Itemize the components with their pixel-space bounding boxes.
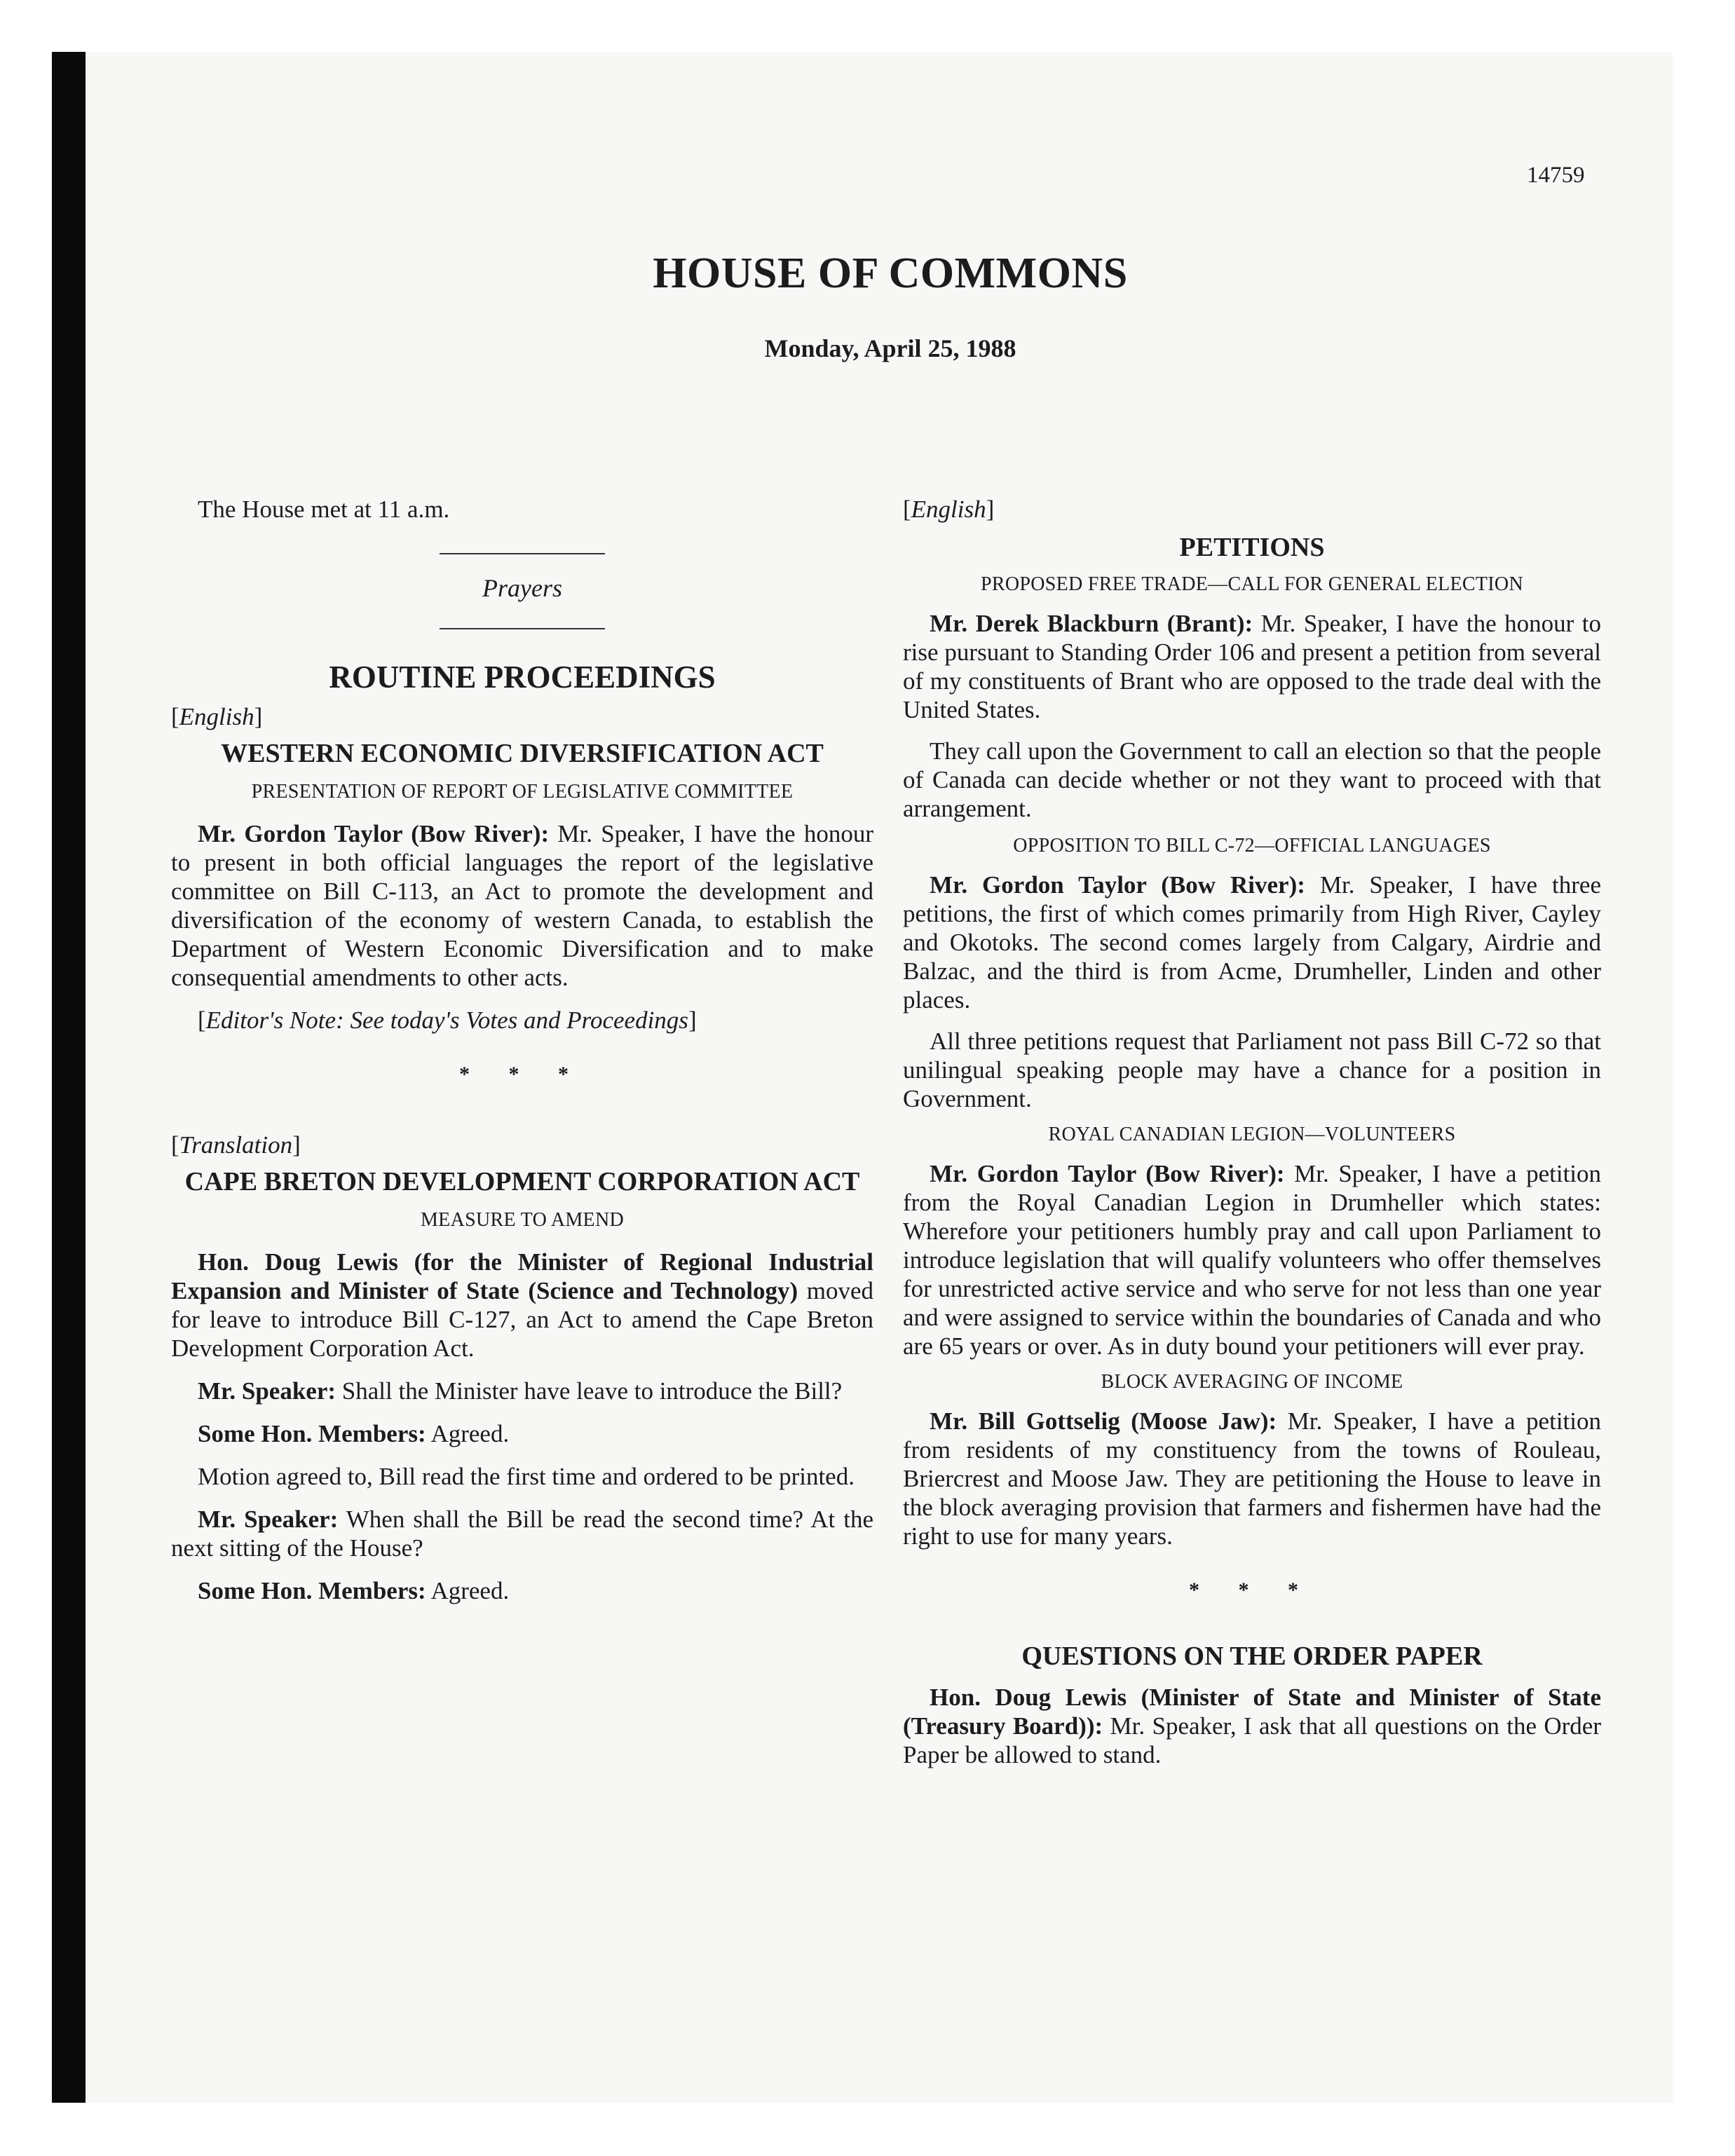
speaker-name: Mr. Speaker: [198, 1377, 336, 1405]
speaker-name: Hon. Doug Lewis (for the Minister of Regional Industrial Expansion and Minister of State (Science and Technology) [171, 1248, 873, 1304]
speaker-name: Mr. Gordon Taylor (Bow River): [930, 1160, 1285, 1187]
language-marker: [English] [903, 496, 995, 523]
speaker-name: Mr. Speaker: [198, 1506, 339, 1533]
section-heading: PETITIONS [1179, 533, 1325, 562]
speech-paragraph: Mr. Bill Gottselig (Moose Jaw): Mr. Speaker, I have a petition from residents of my constituency from the towns of Rouleau, Briercrest and Moose Jaw. They are petitioning the House to leave in the block averaging provision that farmers and fishermen have had the right to use for many years. [903, 1407, 1601, 1550]
subject-subheading: ROYAL CANADIAN LEGION—VOLUNTEERS [1048, 1124, 1456, 1145]
speaker-name: Some Hon. Members: [198, 1577, 426, 1604]
speech-paragraph: Mr. Gordon Taylor (Bow River): Mr. Speaker, I have three petitions, the first of which comes primarily from High River, Cayley and Okotoks. The second comes largely from Calgary, Airdrie and Balzac, and the third is from Acme, Drumheller, Linden and other places. [903, 871, 1601, 1014]
speech-paragraph: Some Hon. Members: Agreed. [198, 1577, 510, 1604]
speech-paragraph: Hon. Doug Lewis (Minister of State and Minister of State (Treasury Board)): Mr. Speaker, I ask that all questions on the Order Paper be allowed to stand. [903, 1684, 1601, 1768]
speech-paragraph: All three petitions request that Parliament not pass Bill C-72 so that unilingual speaking people may have a chance for a position in Government. [903, 1028, 1601, 1112]
speech-paragraph: Mr. Speaker: Shall the Minister have leave to introduce the Bill? [198, 1377, 843, 1405]
speaker-name: Mr. Gordon Taylor (Bow River): [198, 820, 550, 847]
prayers-label: Prayers [482, 574, 562, 602]
subject-heading: WESTERN ECONOMIC DIVERSIFICATION ACT [221, 739, 824, 768]
section-separator: * * * [459, 1063, 585, 1086]
sitting-date: Monday, April 25, 1988 [764, 334, 1016, 362]
subject-subheading: OPPOSITION TO BILL C-72—OFFICIAL LANGUAGES [1013, 835, 1491, 857]
section-separator: * * * [1189, 1578, 1315, 1602]
editor-note: [Editor's Note: See today's Votes and Proceedings] [198, 1007, 697, 1034]
opening-line: The House met at 11 a.m. [198, 496, 450, 523]
divider [440, 553, 605, 554]
speech-paragraph: Some Hon. Members: Agreed. [198, 1420, 510, 1447]
page-number: 14759 [1527, 163, 1585, 188]
subject-subheading: BLOCK AVERAGING OF INCOME [1101, 1371, 1403, 1393]
divider [440, 628, 605, 629]
language-marker: [English] [171, 703, 263, 730]
speaker-name: Mr. Bill Gottselig (Moose Jaw): [930, 1407, 1277, 1435]
speaker-name: Mr. Gordon Taylor (Bow River): [930, 871, 1305, 899]
procedure-paragraph: Motion agreed to, Bill read the first time and ordered to be printed. [198, 1463, 855, 1490]
subject-subheading: PRESENTATION OF REPORT OF LEGISLATIVE COMMITTEE [251, 781, 794, 803]
subject-subheading: PROPOSED FREE TRADE—CALL FOR GENERAL ELECTION [981, 573, 1523, 595]
speaker-name: Some Hon. Members: [198, 1420, 426, 1447]
subject-subheading: MEASURE TO AMEND [420, 1209, 625, 1231]
speech-paragraph: Mr. Speaker: When shall the Bill be read the second time? At the next sitting of the House? [171, 1506, 874, 1562]
speech-paragraph: Hon. Doug Lewis (for the Minister of Regional Industrial Expansion and Minister of State (Science and Technology) moved for leave to introduce Bill C-127, an Act to amend the Cape Breton Development Corporation Act. [171, 1248, 874, 1362]
speech-paragraph: They call upon the Government to call an election so that the people of Canada can decide whether or not they want to proceed with that arrangement. [903, 737, 1601, 822]
section-heading: ROUTINE PROCEEDINGS [329, 660, 716, 695]
section-heading: QUESTIONS ON THE ORDER PAPER [1021, 1642, 1483, 1671]
speech-paragraph: Mr. Gordon Taylor (Bow River): Mr. Speaker, I have a petition from the Royal Canadian Legion in Drumheller which states: Wherefore your petitioners humbly pray and call upon Parliament to introduce legislation that will qualify volunteers who offer themselves for unrestricted active service and who serve for not less than one year and were assigned to service within the boundaries of Canada and who are 65 years or over. As in duty bound your petitioners will ever pray. [903, 1160, 1602, 1360]
speech-paragraph: Mr. Gordon Taylor (Bow River): Mr. Speaker, I have the honour to present in both official languages the report of the legislative committee on Bill C-113, an Act to promote the development and diversification of the economy of western Canada, to establish the Department of Western Economic Diversification and to make consequential amendments to other acts. [171, 820, 873, 991]
left-column [171, 495, 873, 1605]
page-title: HOUSE OF COMMONS [653, 250, 1128, 297]
right-column [903, 495, 1601, 1769]
speaker-name: Hon. Doug Lewis (Minister of State and Minister of State (Treasury Board)): [903, 1684, 1601, 1740]
subject-heading: CAPE BRETON DEVELOPMENT CORPORATION ACT [184, 1167, 860, 1196]
speaker-name: Mr. Derek Blackburn (Brant): [930, 610, 1253, 637]
language-marker: [Translation] [171, 1131, 301, 1159]
speech-paragraph: Mr. Derek Blackburn (Brant): Mr. Speaker, I have the honour to rise pursuant to Standing Order 106 and present a petition from several of my constituents of Brant who are opposed to the trade deal with the United States. [903, 610, 1601, 723]
